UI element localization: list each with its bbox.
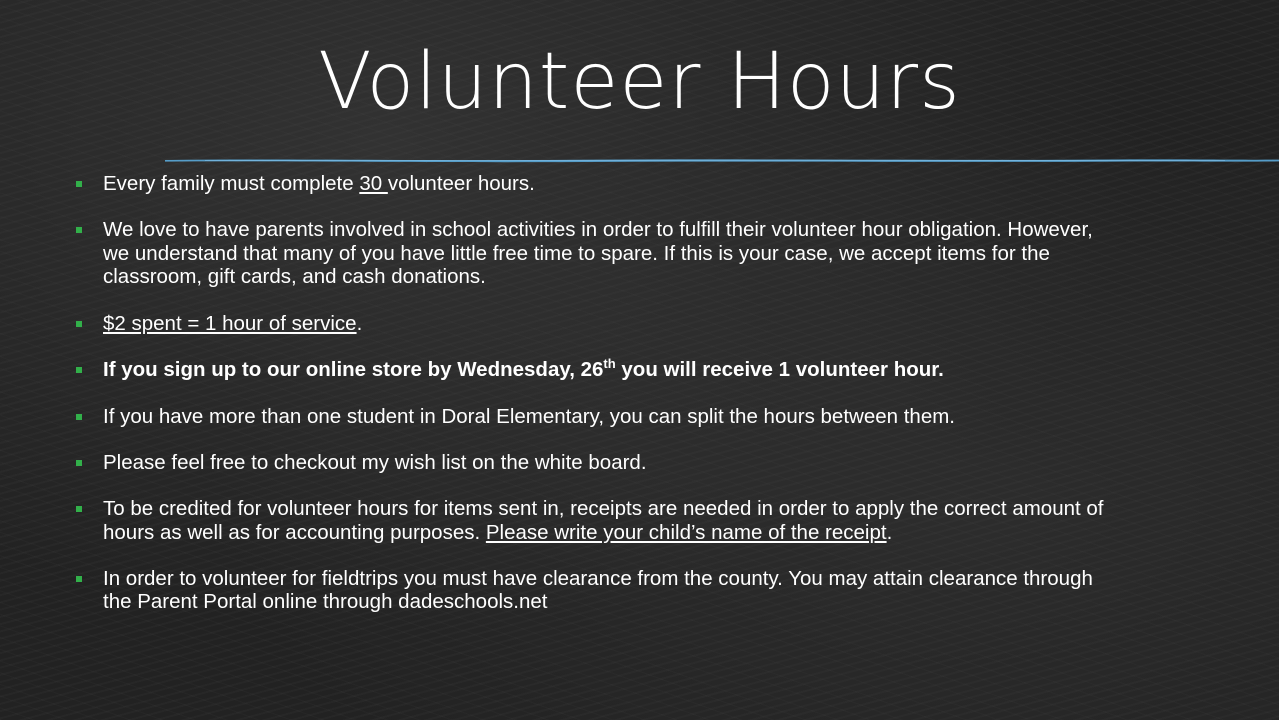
bullet-text: . [886,520,893,544]
bullet-underlined-text: 30 [359,172,388,195]
list-item [76,451,1116,474]
bullet-text: We love to have parents involved in school activities in order to fulfill their volunteer hour obligation. However, we understand that many of you have little free time to spare. If this is your case, we accept items for the classroom, gift cards, and cash donations. [103,218,1093,288]
square-bullet-icon [76,506,82,512]
square-bullet-icon [76,460,82,466]
bullet-text: To be credited for volunteer hours for items sent in, receipts are needed in order to apply the correct amount of hours as well as for accounting purposes. [103,497,1104,544]
list-item [76,358,1116,381]
square-bullet-icon [76,181,82,187]
square-bullet-icon [76,227,82,233]
bullet-underlined-text: $2 spent = 1 hour of service [103,312,357,336]
bullet-underlined-text: Please write your child’s name of the receipt [485,520,887,544]
bullet-text: you will receive 1 volunteer hour. [615,358,944,382]
bullet-text: Please feel free to checkout my wish list on the white board. [103,451,647,475]
square-bullet-icon [76,576,82,582]
list-item [76,497,1116,544]
bullet-list [76,168,1116,614]
bullet-text: . [356,312,363,336]
title-underline-stroke [165,156,1279,164]
list-item [76,172,1116,195]
list-item [76,567,1116,614]
list-item [76,312,1116,335]
bullet-text: In order to volunteer for fieldtrips you must have clearance from the county. You may attain clearance through the Parent Portal online through dadeschools.net [103,566,1093,614]
slide-title: Volunteer Hours [318,37,961,127]
bullet-text: volunteer hours. [387,172,535,195]
bullet-text: If you sign up to our online store by Wednesday, 26 [103,358,604,382]
bullet-text: Every family must complete [103,172,360,195]
square-bullet-icon [76,321,82,327]
list-item [76,405,1116,428]
bullet-text: If you have more than one student in Doral Elementary, you can split the hours between them. [103,404,955,428]
ordinal-suffix: th [603,356,616,372]
square-bullet-icon [76,414,82,420]
square-bullet-icon [76,367,82,373]
list-item [76,218,1116,288]
